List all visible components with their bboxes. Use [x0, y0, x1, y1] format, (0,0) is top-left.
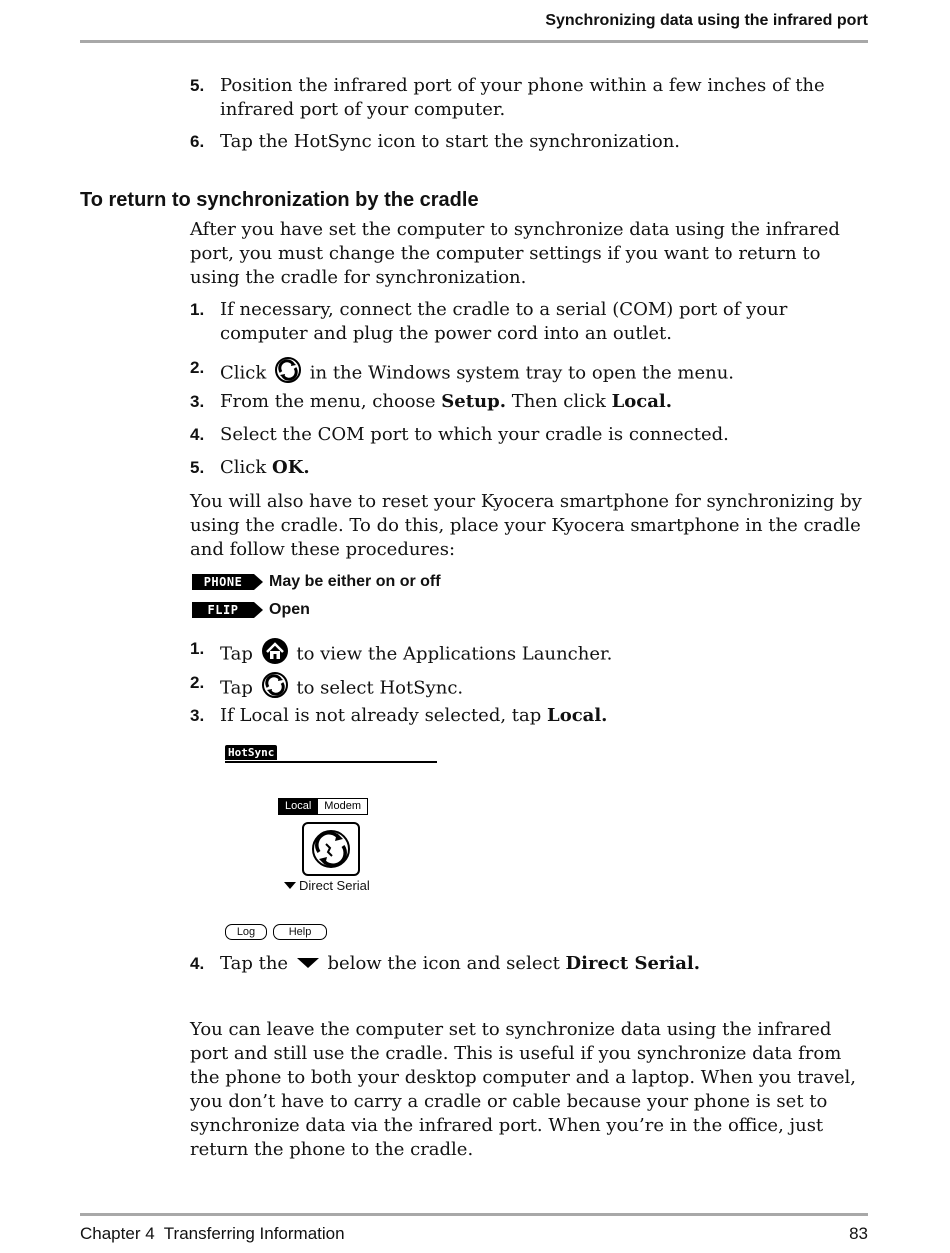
- footer-chapter: Chapter 4 Transferring Information: [80, 1224, 345, 1243]
- computer-step-4: [190, 423, 870, 447]
- button-ok-label: OK.: [272, 457, 310, 478]
- step-text: Tap the HotSync icon to start the synchronization.: [220, 131, 681, 152]
- reset-paragraph: You will also have to reset your Kyocera smartphone for synchronizing by using the cradle. To do this, place your Kyocera smartphone in the cradle and follow these procedures:: [190, 491, 862, 560]
- menu-setup: Setup.: [441, 391, 506, 412]
- condition-flip: [192, 601, 310, 619]
- step-text-mid: Then click: [511, 391, 606, 412]
- phone-step-1: [190, 637, 870, 672]
- hotsync-screen-titlebar: [225, 745, 437, 763]
- condition-label: May be either on or off: [269, 573, 441, 590]
- direct-serial-trigger[interactable]: [284, 878, 370, 893]
- condition-phone: [192, 573, 441, 591]
- section-heading: To return to synchronization by the cradle: [80, 189, 479, 211]
- hotsync-button[interactable]: [302, 822, 360, 876]
- step-number: 2.: [190, 358, 205, 377]
- local-label: Local.: [547, 705, 608, 726]
- step-number: 2.: [190, 673, 205, 692]
- phone-tag: PHONE: [192, 574, 254, 590]
- step-number: 3.: [190, 706, 205, 725]
- page-number: 83: [849, 1224, 868, 1243]
- step-text-post: to view the Applications Launcher.: [296, 643, 613, 665]
- step-number: 3.: [190, 392, 205, 411]
- step-text-post: to select HotSync.: [296, 677, 464, 699]
- phone-step-3: [190, 704, 870, 728]
- direct-serial-label: Direct Serial.: [565, 953, 701, 974]
- home-icon: [261, 637, 289, 672]
- computer-step-2: [190, 356, 870, 391]
- computer-step-1: [190, 298, 870, 346]
- step-number: 1.: [190, 639, 205, 658]
- step-text-pre: Tap the: [220, 953, 289, 974]
- intro-paragraph: After you have set the computer to synchronize data using the infrared port, you must change the computer settings if you want to return to using the cradle for synchronization.: [190, 219, 840, 288]
- step-text: Select the COM port to which your cradle is connected.: [220, 424, 729, 445]
- computer-step-3: [190, 390, 870, 414]
- log-button[interactable]: Log: [225, 924, 267, 940]
- hotsync-icon: [261, 671, 289, 706]
- step-number: 6.: [190, 132, 205, 151]
- step-text: If necessary, connect the cradle to a serial (COM) port of your computer and plug the power cord into an outlet.: [220, 299, 788, 344]
- step-top-6: [190, 130, 870, 154]
- step-number: 1.: [190, 300, 205, 319]
- step-number: 4.: [190, 425, 205, 444]
- running-head: Synchronizing data using the infrared port: [545, 12, 868, 29]
- triangle-down-icon: [296, 952, 320, 976]
- phone-step-4: [190, 952, 870, 976]
- triangle-down-icon: [284, 882, 296, 889]
- tab-local[interactable]: Local: [279, 799, 317, 814]
- trigger-label: Direct Serial: [299, 878, 370, 893]
- tab-modem[interactable]: Modem: [317, 799, 367, 814]
- hotsync-large-icon: [309, 828, 353, 870]
- footer-rule: [80, 1213, 868, 1216]
- step-text-pre: If Local is not already selected, tap: [220, 705, 542, 726]
- condition-label: Open: [269, 601, 310, 618]
- step-number: 5.: [190, 76, 205, 95]
- step-text-post: below the icon and select: [327, 953, 560, 974]
- closing-paragraph: You can leave the computer set to synchronize data using the infrared port and still use the cradle. This is useful if you synchronize data from the phone to both your desktop computer and a laptop. When you travel, you don’t have to carry a cradle or cable because your phone is set to synchronize data via the infrared port. When you’re in the office, just return the phone to the cradle.: [190, 1019, 857, 1160]
- hotsync-screen-title: HotSync: [225, 745, 277, 760]
- step-text-pre: Tap: [220, 643, 253, 665]
- step-text-post: in the Windows system tray to open the menu.: [309, 362, 735, 384]
- computer-step-5: [190, 456, 870, 480]
- step-text-pre: Click: [220, 362, 267, 384]
- step-number: 5.: [190, 458, 205, 477]
- connection-type-selector[interactable]: [278, 798, 368, 815]
- step-text-pre: Tap: [220, 677, 253, 699]
- step-number: 4.: [190, 954, 205, 973]
- menu-local: Local.: [611, 391, 672, 412]
- help-button[interactable]: Help: [273, 924, 327, 940]
- step-text-pre: From the menu, choose: [220, 391, 436, 412]
- flip-tag: FLIP: [192, 602, 254, 618]
- step-top-5: [190, 74, 870, 122]
- step-text: Position the infrared port of your phone within a few inches of the infrared port of your computer.: [220, 75, 825, 120]
- phone-step-2: [190, 671, 870, 706]
- step-text-pre: Click: [220, 457, 267, 478]
- hotsync-tray-icon: [274, 356, 302, 391]
- header-rule: [80, 40, 868, 43]
